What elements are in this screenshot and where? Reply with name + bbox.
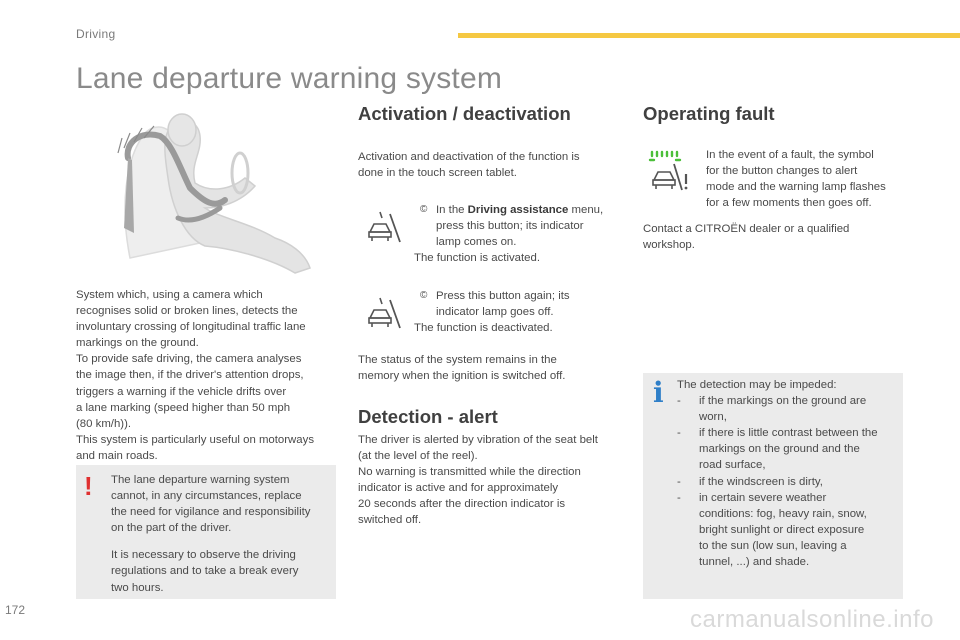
info-icon: i [653,376,664,409]
driver-seatbelt-illustration [110,108,320,278]
info-box [643,373,903,599]
info-item-line: if there is little contrast between the [699,427,878,440]
intro-line: involuntary crossing of longitudinal traffic lane [76,321,306,334]
dash-mark: - [677,475,681,488]
intro-line: System which, using a camera which [76,289,263,301]
dash-mark: - [677,427,681,440]
dash-mark: - [677,395,681,408]
activation-step-2 [414,288,624,336]
driving-assistance-menu-label: Driving assistance [467,204,569,216]
activation-heading: Activation / deactivation [358,103,571,124]
info-item [677,490,899,570]
detection-line: The driver is alerted by vibration of the seat belt [358,434,598,446]
dash-mark: - [677,491,681,504]
status-line: The status of the system remains in the [358,354,557,366]
info-item [677,474,899,490]
intro-line: the image then, if the driver's attention drops, [76,369,304,382]
warning-line: on the part of the driver. [111,522,232,535]
detection-line: (at the level of the reel). [358,450,478,463]
section-title: Driving [76,27,116,41]
intro-paragraph [76,287,346,464]
warning-line: It is necessary to observe the driving [111,549,296,562]
detection-line: indicator is active and for approximately [358,482,559,495]
warning-line: regulations and to take a break every [111,565,299,578]
activation-intro-line: Activation and deactivation of the function is [358,151,580,163]
contact-line: workshop. [643,239,695,252]
step-1-result: The function is activated. [414,252,540,265]
intro-line: and main roads. [76,449,158,462]
activation-intro [358,149,623,181]
bullet-icon: © [420,204,428,215]
warning-line: cannot, in any circumstances, replace [111,490,302,503]
intro-line: recognises solid or broken lines, detects the [76,305,298,318]
info-item-line: tunnel, ...) and shade. [699,556,810,569]
activation-intro-line: done in the touch screen tablet. [358,167,517,180]
fault-line: for a few moments then goes off. [706,197,872,210]
fault-text [706,147,906,211]
warning-box [76,465,336,599]
info-item-line: worn, [699,411,727,424]
detection-line: 20 seconds after the direction indicator is [358,498,566,511]
info-intro: The detection may be impeded: [677,379,837,391]
intro-line: triggers a warning if the vehicle drifts over [76,385,287,398]
fault-contact [643,221,903,253]
info-text [677,377,899,570]
info-item-line: in certain severe weather [699,491,827,504]
info-item-line: if the windscreen is dirty, [699,475,823,488]
activation-step-1 [414,202,624,266]
operating-fault-heading: Operating fault [643,103,775,124]
step-1-line: lamp comes on. [436,236,517,249]
detection-line: switched off. [358,514,422,527]
intro-line: To provide safe driving, the camera analyses [76,353,302,366]
info-item [677,393,899,425]
step-2-result: The function is deactivated. [414,322,553,335]
warning-line: the need for vigilance and responsibility [111,506,311,519]
intro-line: markings on the ground. [76,337,199,350]
page-title: Lane departure warning system [76,62,503,95]
accent-bar [458,33,960,38]
info-item-line: to the sun (low sun, leaving a [699,539,847,552]
warning-line: two hours. [111,581,164,594]
lane-departure-button-icon [364,210,404,246]
detection-line: No warning is transmitted while the direction [358,466,581,479]
fault-line: mode and the warning lamp flashes [706,181,886,194]
fault-line: for the button changes to alert [706,165,858,178]
intro-line: (80 km/h)). [76,417,132,430]
info-item-line: markings on the ground and the [699,443,860,456]
watermark: carmanualsonline.info [690,606,934,633]
bullet-icon: © [420,290,428,301]
step-2-line [414,288,624,304]
step-1-line: press this button; its indicator [436,220,584,233]
activation-status [358,352,623,384]
lane-departure-fault-icon [648,148,692,194]
page-number: 172 [5,603,26,617]
info-item-line: road surface, [699,459,766,472]
detection-heading: Detection - alert [358,406,498,427]
step-1-suffix: menu, [568,204,604,216]
step-1-prefix: In the [436,204,468,216]
info-item-line: bright sunlight or direct exposure [699,523,865,536]
lane-departure-button-icon [364,296,404,332]
detection-text [358,432,628,529]
intro-line: This system is particularly useful on motorways [76,433,315,446]
status-line: memory when the ignition is switched off. [358,370,566,383]
fault-line: In the event of a fault, the symbol [706,149,874,161]
warning-line: The lane departure warning system [111,474,290,486]
step-1-line [414,202,624,218]
step-2-text: Press this button again; its [436,290,570,302]
info-item-line: if the markings on the ground are [699,395,867,408]
warning-text [111,472,333,596]
warning-exclamation-icon: ! [84,471,93,501]
info-item [677,425,899,473]
contact-line: Contact a CITROËN dealer or a qualified [643,223,850,235]
intro-line: a lane marking (speed higher than 50 mph [76,401,291,414]
step-2-line: indicator lamp goes off. [436,306,554,319]
info-item-line: conditions: fog, heavy rain, snow, [699,507,867,520]
